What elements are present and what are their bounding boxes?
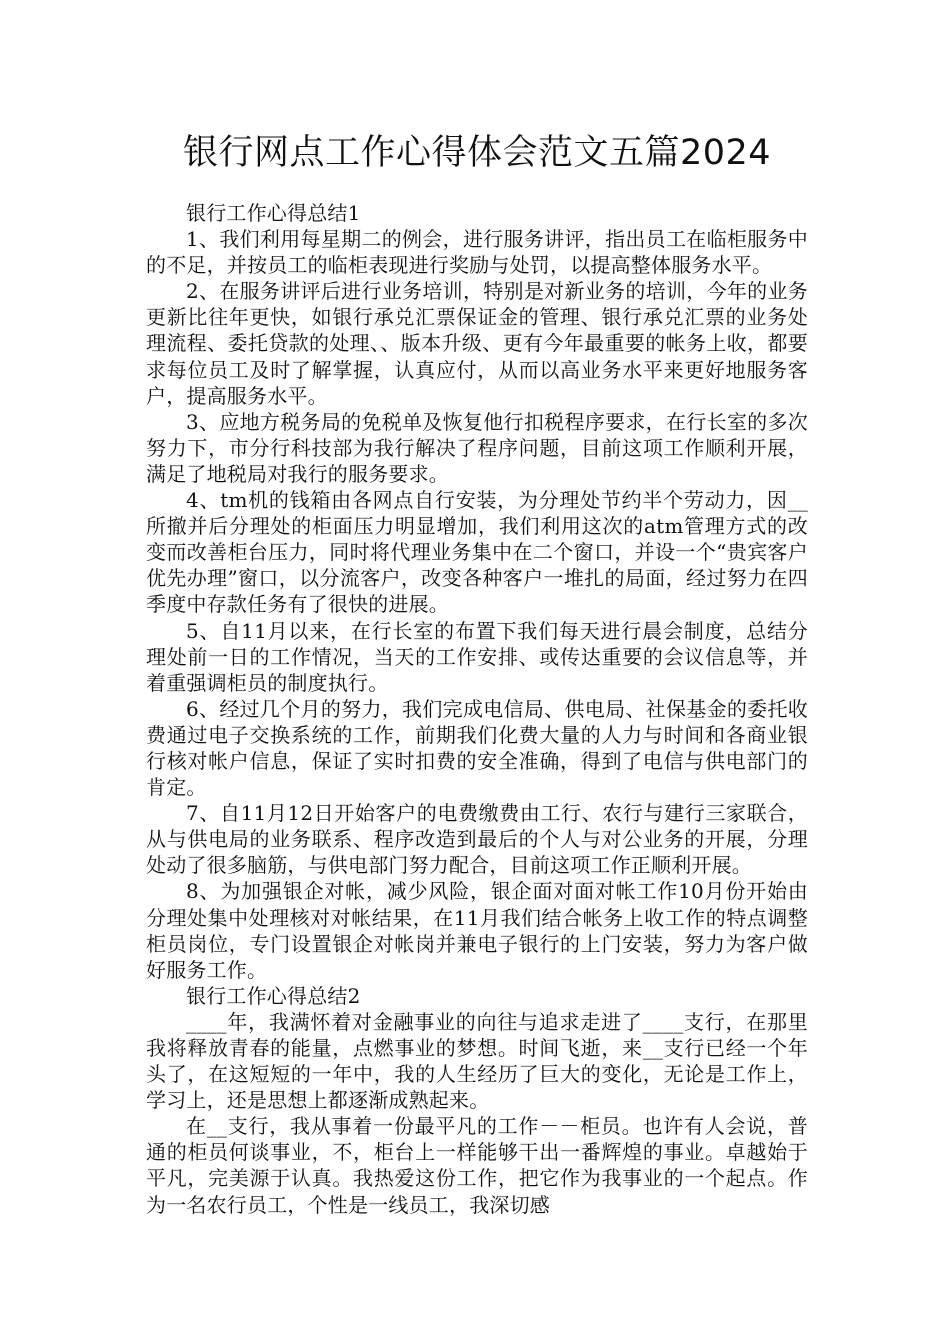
paragraph: 2、在服务讲评后进行业务培训，特别是对新业务的培训，今年的业务更新比往年更快，如银行承兑汇票保证金的管理、银行承兑汇票的业务处理流程、委托贷款的处理、、版本升级、更有今年最重要的帐务上收，都要求每位员工及时了解掌握，认真应付，从而以高业务水平来更好地服务客户，提高服务水平。 bbox=[146, 279, 808, 408]
paragraph: 6、经过几个月的努力，我们完成电信局、供电局、社保基金的委托收费通过电子交换系统的工作，前期我们化费大量的人力与时间和各商业银行核对帐户信息，保证了实时扣费的安全准确，得到了电信与供电部门的肯定。 bbox=[146, 696, 808, 800]
paragraph: 7、自11月12日开始客户的电费缴费由工行、农行与建行三家联合，从与供电局的业务联系、程序改造到最后的个人与对公业务的开展，分理处动了很多脑筋，与供电部门努力配合，目前这项工作正顺利开展。 bbox=[146, 801, 808, 878]
paragraph: 在__支行，我从事着一份最平凡的工作－－柜员。也许有人会说，普通的柜员何谈事业，不，柜台上一样能够干出一番辉煌的事业。卓越始于平凡，完美源于认真。我热爱这份工作，把它作为我事业的一个起点。作为一名农行员工，个性是一线员工，我深切感 bbox=[146, 1114, 808, 1217]
paragraph: 8、为加强银企对帐，减少风险，银企面对面对帐工作10月份开始由分理处集中处理核对对帐结果，在11月我们结合帐务上收工作的特点调整柜员岗位，专门设置银企对帐岗并兼电子银行的上门安装，努力为客户做好服务工作。 bbox=[146, 879, 808, 982]
section-heading-2: 银行工作心得总结2 bbox=[186, 983, 361, 1008]
paragraph: 3、应地方税务局的免税单及恢复他行扣税程序要求，在行长室的多次努力下，市分行科技部为我行解决了程序问题，目前这项工作顺利开展，满足了地税局对我行的服务要求。 bbox=[146, 409, 808, 486]
paragraph: ____年，我满怀着对金融事业的向往与追求走进了____支行，在那里我将释放青春的能量，点燃事业的梦想。时间飞逝，来__支行已经一个年头了，在这短短的一年中，我的人生经历了巨大的变化，无论是工作上，学习上，还是思想上都逐渐成熟起来。 bbox=[146, 1009, 808, 1113]
paragraph: 5、自11月以来，在行长室的布置下我们每天进行晨会制度，总结分理处前一日的工作情况，当天的工作安排、或传达重要的会议信息等，并着重强调柜员的制度执行。 bbox=[146, 618, 808, 695]
section-heading-1: 银行工作心得总结1 bbox=[186, 201, 361, 225]
paragraph: 4、tm机的钱箱由各网点自行安装，为分理处节约半个劳动力，因__所撤并后分理处的柜面压力明显增加，我们利用这次的atm管理方式的改变而改善柜台压力，同时将代理业务集中在二个窗口，并设一个“贵宾客户优先办理”窗口，以分流客户，改变各种客户一堆扎的局面，经过努力在四季度中存款任务有了很快的进展。 bbox=[146, 488, 808, 617]
paragraph: 1、我们利用每星期二的例会，进行服务讲评，指出员工在临柜服务中的不足，并按员工的临柜表现进行奖励与处罚，以提高整体服务水平。 bbox=[146, 227, 808, 278]
document-body bbox=[146, 200, 808, 1218]
document-title: 银行网点工作心得体会范文五篇2024 bbox=[182, 133, 772, 173]
document-page bbox=[146, 128, 808, 1218]
